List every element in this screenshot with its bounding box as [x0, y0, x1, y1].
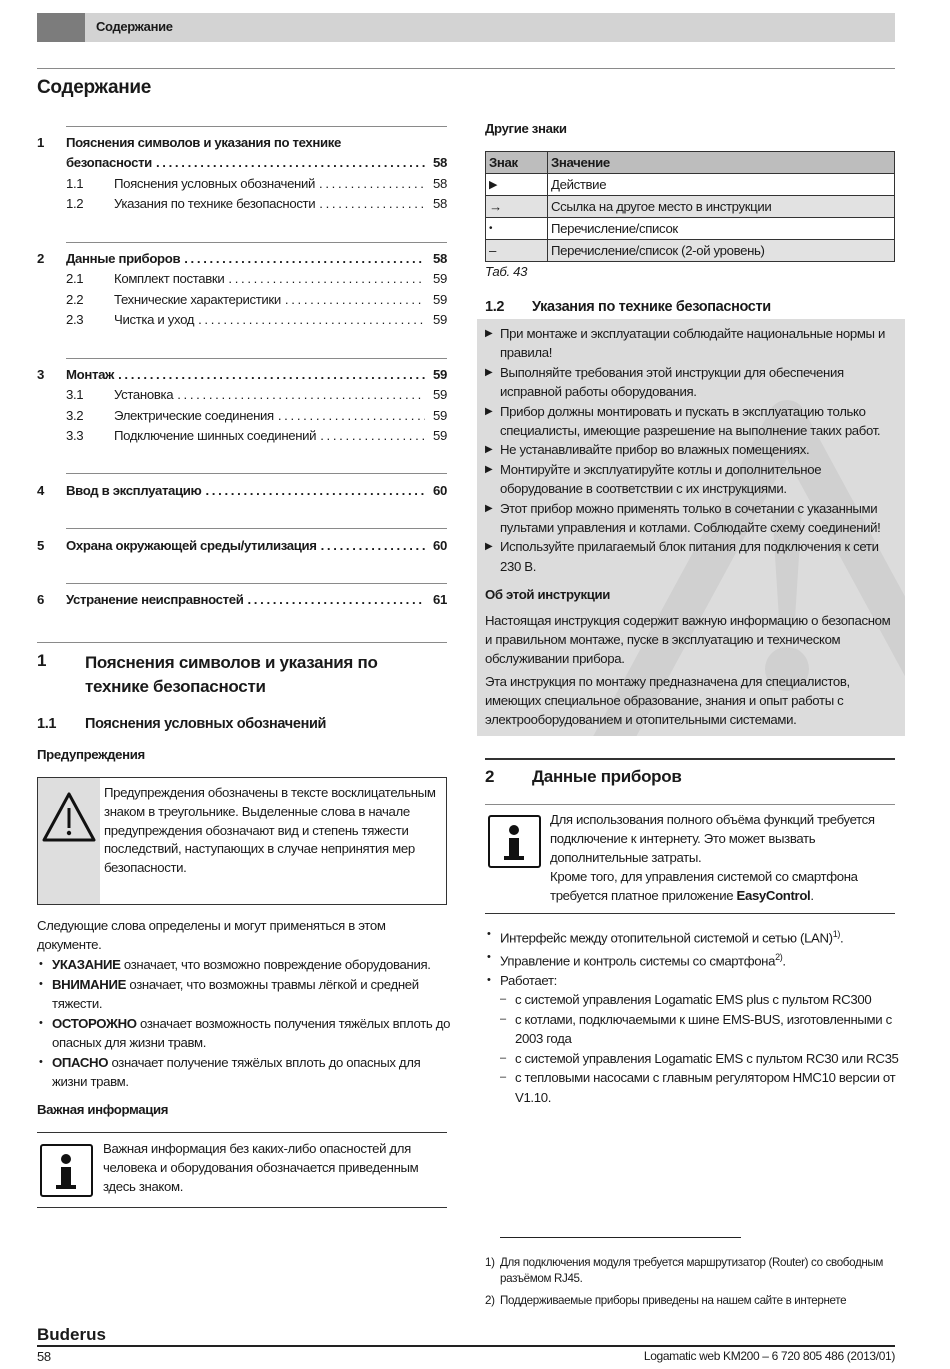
other-signs-table — [485, 151, 895, 262]
safety-instructions-list — [485, 324, 900, 576]
list-item — [37, 1053, 452, 1092]
toc-entry-6[interactable] — [37, 592, 447, 612]
section-2-number: 2 — [485, 767, 495, 786]
document-id: Logamatic web KM200 – 6 720 805 486 (2013/01) — [643, 1349, 895, 1363]
section-1-title-line: Пояснения символов и указания по — [85, 653, 378, 672]
toc-label: Комплект поставки — [114, 271, 225, 286]
warnings-heading: Предупреждения — [37, 747, 145, 762]
signal-word: ВНИМАНИЕ — [52, 976, 127, 992]
list-item: – с котлами, подключаемыми к шине EMS-BUS, изготовленными с 2003 года — [500, 1010, 900, 1049]
info-paragraph — [550, 867, 895, 905]
toc-page: 60 — [433, 538, 447, 553]
footnote-ref[interactable]: 2) — [775, 951, 783, 962]
warning-callout — [37, 777, 447, 905]
list-item: ▶ Используйте прилагаемый блок питания для подключения к сети 230 В. — [485, 537, 900, 576]
toc-page: 59 — [433, 428, 447, 443]
info-text: Кроме того, для управления системой со смартфона требуется платное приложение — [550, 869, 858, 903]
signal-word-meaning: означает получение тяжёлых вплоть до опасных для жизни травм. — [52, 1054, 421, 1089]
header-accent-block — [37, 13, 85, 42]
other-signs-heading: Другие знаки — [485, 121, 567, 136]
toc-label: Пояснения символов и указания по технике — [66, 135, 341, 150]
footnote — [485, 1255, 900, 1287]
toc-label: Пояснения условных обозначений — [114, 176, 316, 191]
toc-number: 2.3 — [66, 312, 84, 327]
toc-page: 58 — [433, 251, 447, 266]
footnote — [485, 1293, 900, 1309]
feature-text: Управление и контроль системы со смартфона — [500, 953, 776, 969]
toc-entry-2-2[interactable] — [37, 292, 447, 312]
app-name: EasyControl — [736, 888, 811, 903]
signal-words-intro: Следующие слова определены и могут применяться в этом документе. — [37, 918, 386, 952]
subsection-1-1-number: 1.1 — [37, 716, 57, 732]
compatibility-list — [500, 990, 900, 1107]
toc-page: 58 — [433, 155, 447, 170]
toc-entry-4[interactable] — [37, 483, 447, 503]
toc-leader-dots — [319, 196, 425, 211]
info-icon — [40, 1144, 93, 1197]
list-item: – с системой управления Logamatic EMS с пультом RC30 или RC35 — [500, 1049, 900, 1069]
divider — [37, 642, 447, 643]
toc-page: 61 — [433, 592, 447, 607]
divider — [66, 126, 447, 127]
toc-number: 3.2 — [66, 408, 84, 423]
section-1-title — [85, 651, 378, 699]
toc-label: Электрические соединения — [114, 408, 274, 423]
info-text: . — [810, 888, 814, 903]
feature-text: Работает: — [500, 972, 557, 988]
toc-number: 5 — [37, 538, 44, 553]
toc-number: 1.2 — [66, 196, 84, 211]
safety-instructions-panel — [477, 319, 905, 736]
warning-callout-text: Предупреждения обозначены в тексте восклицательным знаком в треугольнике. Выделенные слова в начале предупреждения обозначают вид и степень тяжести последствий, наступающих в случае непринятия мер безопасности. — [104, 785, 436, 876]
toc-entry-3-3[interactable] — [37, 428, 447, 448]
toc-number: 6 — [37, 592, 44, 607]
list-item: ▶ Выполняйте требования этой инструкции для обеспечения исправной работы оборудования. — [485, 363, 900, 402]
list-item — [37, 955, 452, 975]
list-item — [485, 925, 900, 948]
toc-leader-dots — [321, 538, 425, 553]
toc-leader-dots — [278, 408, 425, 423]
divider — [485, 804, 895, 805]
meaning-cell: Действие — [548, 174, 895, 196]
toc-leader-dots — [184, 251, 425, 266]
toc-entry-5[interactable] — [37, 538, 447, 558]
toc-leader-dots — [177, 387, 425, 402]
toc-entry-2[interactable] — [37, 251, 447, 271]
toc-number: 3.3 — [66, 428, 84, 443]
about-paragraph: Эта инструкция по монтажу предназначена для специалистов, имеющих специальное образование, знания и опыт работы с электрооборудованием и отопительными системами. — [485, 674, 850, 727]
toc-leader-dots — [118, 367, 425, 382]
table-row — [486, 196, 895, 218]
divider — [37, 1207, 447, 1208]
list-item: ▶ Монтируйте и эксплуатируйте котлы и дополнительное оборудование в соответствии с их инструкциями. — [485, 460, 900, 499]
toc-label: Монтаж — [66, 367, 115, 382]
info-paragraph: Для использования полного объёма функций требуется подключение к интернету. Это может вызвать дополнительные затраты. — [550, 812, 875, 865]
punct: . — [782, 953, 786, 969]
footnote-text: Для подключения модуля требуется маршрутизатор (Router) со свободным разъёмом RJ45. — [500, 1256, 884, 1285]
internet-info-callout — [485, 810, 895, 910]
toc-page: 58 — [433, 196, 447, 211]
features-list — [485, 925, 900, 1107]
list-item — [37, 1014, 452, 1053]
toc-leader-dots — [319, 176, 425, 191]
list-item — [485, 971, 900, 1108]
about-heading: Об этой инструкции — [485, 587, 610, 602]
subsection-1-2-number: 1.2 — [485, 299, 505, 315]
toc-title: Содержание — [37, 77, 152, 98]
list-item: ▶ При монтаже и эксплуатации соблюдайте национальные нормы и правила! — [485, 324, 900, 363]
signal-word: ОСТОРОЖНО — [52, 1015, 137, 1031]
divider — [485, 913, 895, 914]
important-info-callout — [37, 1140, 447, 1200]
section-1-number: 1 — [37, 651, 47, 670]
warning-icon-column — [38, 778, 100, 904]
toc-label: Чистка и уход — [114, 312, 195, 327]
toc-number: 1 — [37, 135, 44, 150]
toc-page: 59 — [433, 367, 447, 382]
page-number: 58 — [37, 1349, 51, 1364]
signal-word-meaning: означает возможность получения тяжёлых вплоть до опасных для жизни травм. — [52, 1015, 451, 1050]
sign-cell: ▶ — [486, 174, 548, 196]
toc-label: безопасности — [66, 155, 152, 170]
table-row — [486, 240, 895, 262]
footnote-mark: 1) — [485, 1256, 495, 1269]
toc-label: Данные приборов — [66, 251, 181, 266]
brand-logo: Buderus — [37, 1325, 106, 1344]
subsection-1-2-title: Указания по технике безопасности — [532, 299, 771, 315]
signal-words-list — [37, 955, 452, 1092]
section-1-title-line: технике безопасности — [85, 677, 266, 696]
toc-entry-3-1[interactable] — [37, 387, 447, 407]
toc-label: Устранение неисправностей — [66, 592, 244, 607]
list-item — [37, 975, 452, 1014]
toc-leader-dots — [228, 271, 425, 286]
toc-leader-dots — [320, 428, 425, 443]
toc-entry-1[interactable] — [37, 135, 447, 155]
divider — [66, 242, 447, 243]
toc-entry-1-2[interactable] — [37, 196, 447, 216]
running-header — [37, 13, 895, 42]
toc-entry-2-1[interactable] — [37, 271, 447, 291]
signal-word-meaning: означает, что возможно повреждение оборудования. — [120, 957, 431, 972]
footnote-ref[interactable]: 1) — [832, 929, 841, 939]
table-header-row — [486, 152, 895, 174]
divider — [37, 68, 895, 69]
divider — [66, 583, 447, 584]
internet-info-text — [550, 810, 895, 905]
header-section-title: Содержание — [96, 19, 173, 34]
toc-leader-dots — [156, 155, 425, 170]
toc-leader-dots — [205, 483, 425, 498]
table-row — [486, 174, 895, 196]
toc-label: Охрана окружающей среды/утилизация — [66, 538, 317, 553]
toc-page: 60 — [433, 483, 447, 498]
sign-cell: → — [486, 196, 548, 218]
toc-entry-1-1[interactable] — [37, 176, 447, 196]
signal-word-meaning: означает, что возможны травмы лёгкой и средней тяжести. — [52, 976, 419, 1011]
table-caption: Таб. 43 — [485, 264, 528, 279]
toc-entry-1-cont[interactable] — [37, 155, 447, 175]
toc-label: Указания по технике безопасности — [114, 196, 316, 211]
divider — [66, 473, 447, 474]
toc-page: 59 — [433, 312, 447, 327]
warning-triangle-icon — [41, 790, 97, 846]
column-header: Значение — [548, 152, 895, 174]
sign-cell: – — [486, 240, 548, 262]
punct: . — [840, 930, 844, 946]
toc-number: 3.1 — [66, 387, 84, 402]
toc-leader-dots — [198, 312, 425, 327]
toc-label: Установка — [114, 387, 174, 402]
sign-cell: • — [486, 218, 548, 240]
toc-label: Технические характеристики — [114, 292, 281, 307]
toc-number: 2.1 — [66, 271, 84, 286]
toc-label: Ввод в эксплуатацию — [66, 483, 202, 498]
footnote-text: Поддерживаемые приборы приведены на нашем сайте в интернете — [500, 1294, 847, 1307]
table-row — [486, 218, 895, 240]
toc-label: Подключение шинных соединений — [114, 428, 317, 443]
column-header: Знак — [486, 152, 548, 174]
footnote-divider — [500, 1237, 741, 1238]
about-paragraph: Настоящая инструкция содержит важную информацию о безопасном и правильном монтаже, пуске в эксплуатацию и техническом обслуживании прибора. — [485, 613, 891, 666]
list-item: ▶ Этот прибор можно применять только в сочетании с указанными пультами управления и котлами. Соблюдайте схему соединений! — [485, 499, 900, 538]
list-item: – с тепловыми насосами с главным регулятором HMC10 версии от V1.10. — [500, 1068, 900, 1107]
footnote-mark: 2) — [485, 1294, 495, 1307]
important-info-heading: Важная информация — [37, 1102, 169, 1117]
divider — [485, 758, 895, 760]
toc-leader-dots — [247, 592, 425, 607]
divider — [66, 358, 447, 359]
divider — [37, 1132, 447, 1133]
toc-page: 59 — [433, 292, 447, 307]
list-item — [485, 948, 900, 971]
meaning-cell: Ссылка на другое место в инструкции — [548, 196, 895, 218]
info-icon — [488, 815, 541, 868]
toc-number: 2.2 — [66, 292, 84, 307]
toc-entry-2-3[interactable] — [37, 312, 447, 332]
toc-number: 4 — [37, 483, 44, 498]
toc-leader-dots — [285, 292, 425, 307]
signal-word: УКАЗАНИЕ — [52, 957, 121, 972]
toc-entry-3-2[interactable] — [37, 408, 447, 428]
toc-entry-3[interactable] — [37, 367, 447, 387]
list-item: ▶ Не устанавливайте прибор во влажных помещениях. — [485, 440, 900, 459]
meaning-cell: Перечисление/список (2-ой уровень) — [548, 240, 895, 262]
toc-page: 58 — [433, 176, 447, 191]
meaning-cell: Перечисление/список — [548, 218, 895, 240]
important-info-text: Важная информация без каких-либо опасностей для человека и оборудования обозначается приведенным здесь знаком. — [103, 1141, 419, 1194]
footer-divider — [37, 1345, 895, 1347]
toc-number: 2 — [37, 251, 44, 266]
signal-word: ОПАСНО — [52, 1054, 109, 1070]
list-item: ▶ Прибор должны монтировать и пускать в эксплуатацию только специалисты, имеющие разрешение на выполнение таких работ. — [485, 402, 900, 441]
toc-number: 3 — [37, 367, 44, 382]
feature-text: Интерфейс между отопительной системой и сетью (LAN) — [500, 930, 833, 946]
toc-page: 59 — [433, 408, 447, 423]
toc-page: 59 — [433, 271, 447, 286]
toc-number: 1.1 — [66, 176, 84, 191]
list-item: – с системой управления Logamatic EMS plus с пультом RC300 — [500, 990, 900, 1010]
section-2-title: Данные приборов — [532, 767, 682, 786]
toc-page: 59 — [433, 387, 447, 402]
divider — [66, 528, 447, 529]
subsection-1-1-title: Пояснения условных обозначений — [85, 716, 327, 732]
